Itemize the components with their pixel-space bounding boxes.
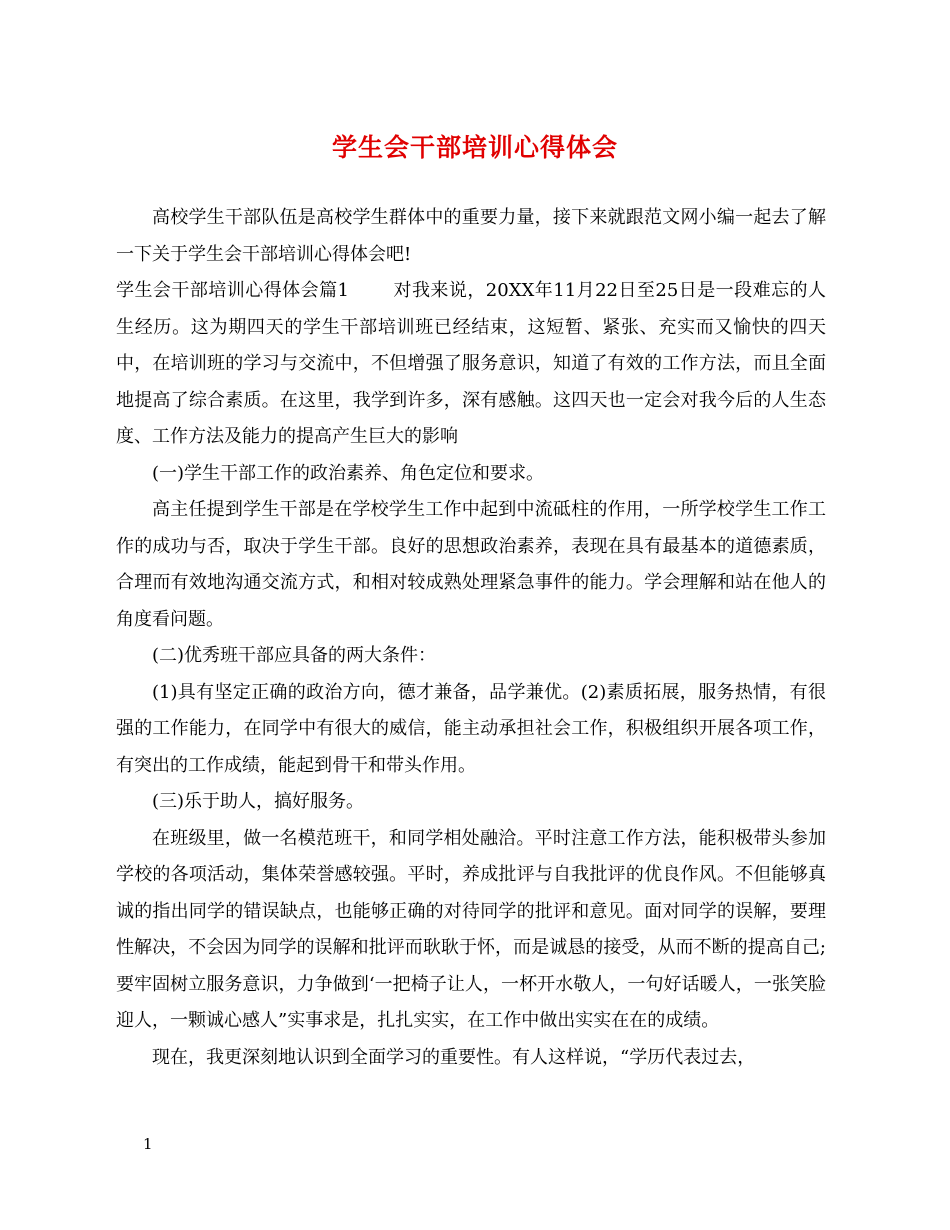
paragraph-point-2-body: (1)具有坚定正确的政治方向，德才兼备，品学兼优。(2)素质拓展，服务热情，有很强的工作能力，在同学中有很大的威信，能主动承担社会工作，积极组织开展各项工作，有突出的工作成绩，能起到骨干和带头作用。 xyxy=(116,681,826,776)
page-number: 1 xyxy=(143,1135,153,1153)
paragraph-point-3: (三)乐于助人，搞好服务。 xyxy=(152,791,365,812)
document-title: 学生会干部培训心得体会 xyxy=(331,133,618,162)
section-body-text: 对我来说，20XX年11月22日至25日是一段难忘的人生经历。这为期四天的学生干部培训班已经结束，这短暂、紧张、充实而又愉快的四天中，在培训班的学习与交流中，不但增强了服务意识，知道了有效的工作方法，而且全面地提高了综合素质。在这里，我学到许多，深有感触。这四天也一定会对我今后的人生态度、工作方法及能力的提高产生巨大的影响 xyxy=(116,280,826,447)
paragraph-intro: 高校学生干部队伍是高校学生群体中的重要力量，接下来就跟范文网小编一起去了解一下关于学生会干部培训心得体会吧! xyxy=(116,207,826,265)
paragraph-point-2: (二)优秀班干部应具备的两大条件： xyxy=(152,645,437,666)
section-heading: 学生会干部培训心得体会篇1 xyxy=(116,280,350,301)
paragraph-conclusion: 现在，我更深刻地认识到全面学习的重要性。有人这样说，“学历代表过去， xyxy=(152,1046,756,1068)
paragraph-point-1-body: 高主任提到学生干部是在学校学生工作中起到中流砥柱的作用，一所学校学生工作工作的成功与否，取决于学生干部。良好的思想政治素养，表现在具有最基本的道德素质，合理而有效地沟通交流方式，和相对较成熟处理紧急事件的能力。学会理解和站在他人的角度看问题。 xyxy=(116,499,826,630)
paragraph-section-1 xyxy=(116,273,826,456)
paragraph-point-1: (一)学生干部工作的政治素养、角色定位和要求。 xyxy=(152,462,545,484)
paragraph-point-3-body: 在班级里，做一名模范班干，和同学相处融洽。平时注意工作方法，能积极带头参加学校的各项活动，集体荣誉感较强。平时，养成批评与自我批评的优良作风。不但能够真诚的指出同学的错误缺点，也能够正确的对待同学的批评和意见。面对同学的误解，要理性解决，不会因为同学的误解和批评而耿耿于怀，而是诚恳的接受，从而不断的提高自己;要牢固树立服务意识，力争做到‘一把椅子让人，一杯开水敬人，一句好话暖人，一张笑脸迎人，一颗诚心感人”实事求是，扎扎实实，在工作中做出实实在在的成绩。 xyxy=(116,827,826,1031)
document-body xyxy=(116,200,826,1076)
